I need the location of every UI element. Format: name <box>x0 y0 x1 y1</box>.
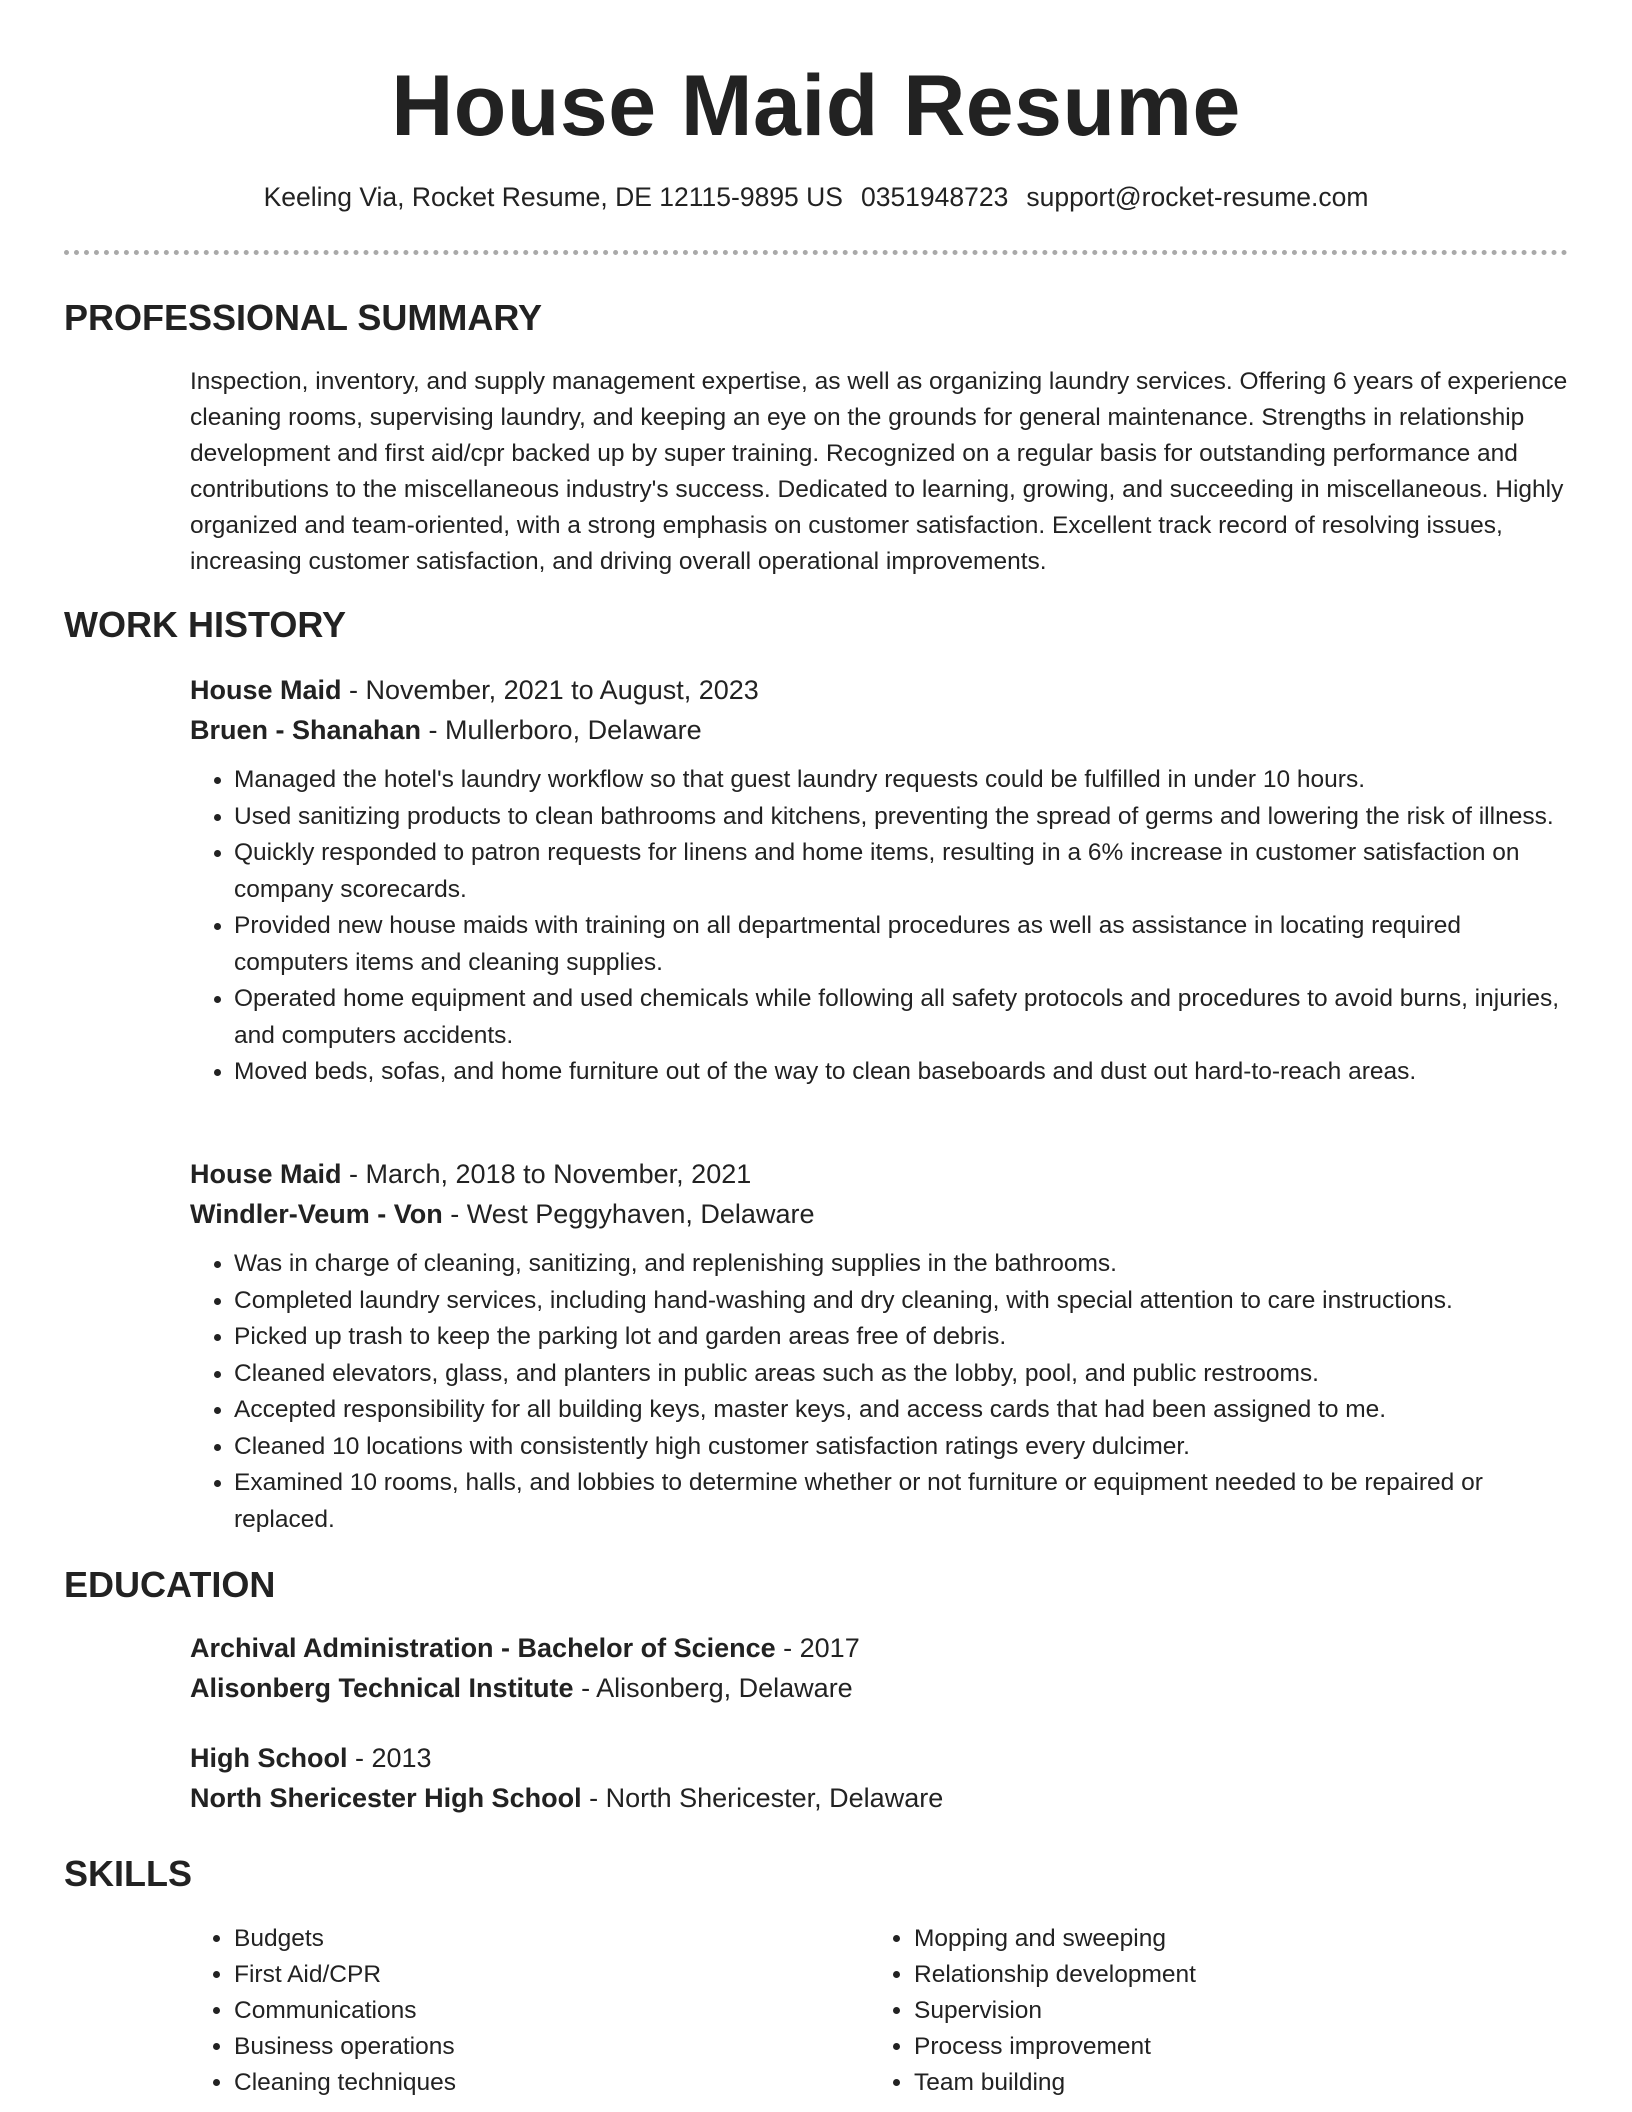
job-location: - Mullerboro, Delaware <box>421 715 702 745</box>
school-location: - North Shericester, Delaware <box>581 1783 944 1813</box>
job-bullet: • Cleaned 10 locations with consistently high customer satisfaction ratings every dulcimer. <box>234 1429 1570 1466</box>
job-bullet: • Completed laundry services, including hand-washing and dry cleaning, with special attention to care instructions. <box>234 1283 1570 1320</box>
school: North Shericester High School <box>190 1783 582 1813</box>
job-title: House Maid <box>190 1159 342 1189</box>
education-entry <box>190 1738 1570 1818</box>
job-bullets <box>190 1246 1570 1538</box>
school-line <box>190 1778 1570 1818</box>
section-heading-work-history: WORK HISTORY <box>64 604 347 645</box>
skill-item: • Team building <box>914 2065 1550 2101</box>
page-title: House Maid Resume <box>391 58 1241 154</box>
job-entry <box>190 1154 1570 1538</box>
job-title-line <box>190 1154 1570 1194</box>
contact-address: Keeling Via, Rocket Resume, DE 12115-9895 US <box>263 182 843 212</box>
skill-item: • Communications <box>234 1993 870 2029</box>
degree: Archival Administration - Bachelor of Science <box>190 1633 776 1663</box>
skill-item: • Supervision <box>914 1993 1550 2029</box>
job-bullet: • Cleaned elevators, glass, and planters in public areas such as the lobby, pool, and public restrooms. <box>234 1356 1570 1393</box>
job-title-line <box>190 670 1570 710</box>
skills-list <box>190 1921 1570 2101</box>
job-entry <box>190 670 1570 1091</box>
school-location: - Alisonberg, Delaware <box>573 1673 853 1703</box>
section-heading-education: EDUCATION <box>64 1564 276 1605</box>
summary-section <box>190 364 1570 580</box>
job-bullet: • Provided new house maids with training on all departmental procedures as well as assistance in locating required computers items and cleaning supplies. <box>234 908 1570 981</box>
job-bullet: • Examined 10 rooms, halls, and lobbies to determine whether or not furniture or equipment needed to be repaired or replaced. <box>234 1465 1570 1538</box>
contact-line <box>0 180 1632 214</box>
section-heading-skills: SKILLS <box>64 1853 193 1894</box>
header-divider <box>64 250 1568 255</box>
job-dates: - March, 2018 to November, 2021 <box>341 1159 752 1189</box>
graduation-year: - 2013 <box>347 1743 432 1773</box>
degree-line <box>190 1628 1570 1668</box>
job-bullet: • Managed the hotel's laundry workflow so that guest laundry requests could be fulfilled in under 10 hours. <box>234 762 1570 799</box>
job-title: House Maid <box>190 675 342 705</box>
school-line <box>190 1668 1570 1708</box>
job-location: - West Peggyhaven, Delaware <box>442 1199 815 1229</box>
job-company: Windler-Veum - Von <box>190 1199 443 1229</box>
school: Alisonberg Technical Institute <box>190 1673 574 1703</box>
contact-phone: 0351948723 <box>860 182 1009 212</box>
job-bullet: • Picked up trash to keep the parking lot and garden areas free of debris. <box>234 1319 1570 1356</box>
job-company-line <box>190 1194 1570 1234</box>
job-bullet: • Moved beds, sofas, and home furniture out of the way to clean baseboards and dust out hard-to-reach areas. <box>234 1054 1570 1091</box>
skills-column-right <box>870 1921 1550 2101</box>
job-bullet: • Accepted responsibility for all building keys, master keys, and access cards that had been assigned to me. <box>234 1392 1570 1429</box>
job-bullet: • Quickly responded to patron requests for linens and home items, resulting in a 6% increase in customer satisfaction on company scorecards. <box>234 835 1570 908</box>
skill-item: • Cleaning techniques <box>234 2065 870 2101</box>
job-bullet: • Used sanitizing products to clean bathrooms and kitchens, preventing the spread of germs and lowering the risk of illness. <box>234 799 1570 836</box>
skill-item: • First Aid/CPR <box>234 1957 870 1993</box>
skill-item: • Process improvement <box>914 2029 1550 2065</box>
job-bullets <box>190 762 1570 1091</box>
graduation-year: - 2017 <box>775 1633 860 1663</box>
degree-line <box>190 1738 1570 1778</box>
job-dates: - November, 2021 to August, 2023 <box>341 675 759 705</box>
summary-text: Inspection, inventory, and supply management expertise, as well as organizing laundry services. Offering 6 years of experience cleaning rooms, supervising laundry, and keeping an eye on the grounds for general maintenance. Strengths in relationship development and first aid/cpr backed up by super training. Recognized on a regular basis for outstanding performance and contributions to the miscellaneous industry's success. Dedicated to learning, growing, and succeeding in miscellaneous. Highly organized and team-oriented, with a strong emphasis on customer satisfaction. Excellent track record of resolving issues, increasing customer satisfaction, and driving overall operational improvements. <box>190 368 1568 575</box>
contact-email: support@rocket-resume.com <box>1026 182 1369 212</box>
skill-item: • Relationship development <box>914 1957 1550 1993</box>
job-company: Bruen - Shanahan <box>190 715 422 745</box>
skills-column-left <box>190 1921 870 2101</box>
job-bullet: • Was in charge of cleaning, sanitizing, and replenishing supplies in the bathrooms. <box>234 1246 1570 1283</box>
job-bullet: • Operated home equipment and used chemicals while following all safety protocols and procedures to avoid burns, injuries, and computers accidents. <box>234 981 1570 1054</box>
job-company-line <box>190 710 1570 750</box>
education-entry <box>190 1628 1570 1708</box>
skill-item: • Business operations <box>234 2029 870 2065</box>
skill-item: • Budgets <box>234 1921 870 1957</box>
skill-item: • Mopping and sweeping <box>914 1921 1550 1957</box>
degree: High School <box>190 1743 348 1773</box>
section-heading-summary: PROFESSIONAL SUMMARY <box>64 297 543 338</box>
